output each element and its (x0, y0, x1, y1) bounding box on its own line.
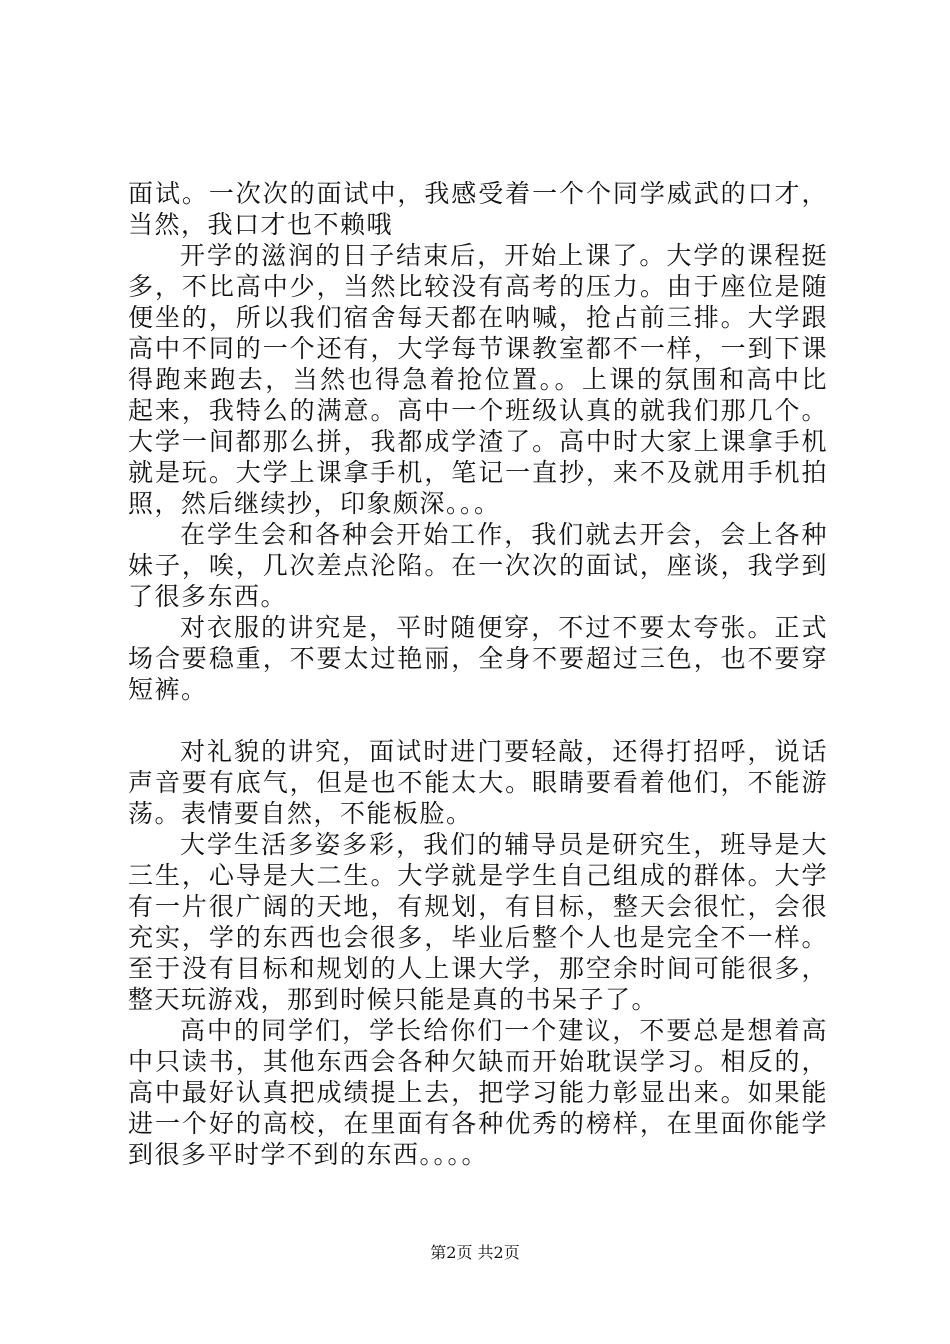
paragraph-1: 面试。一次次的面试中，我感受着一个个同学威武的口才，当然，我口才也不赖哦 (128, 179, 828, 239)
page-footer: 第2页 共2页 (430, 1243, 520, 1262)
document-body (128, 178, 828, 1170)
paragraph-7: 高中的同学们，学长给你们一个建议，不要总是想着高中只读书，其他东西会各种欠缺而开始耽误学习。相反的，高中最好认真把成绩提上去，把学习能力彰显出来。如果能进一个好的高校，在里面有各种优秀的榜样，在里面你能学到很多平时学不到的东西。。。。 (128, 1016, 828, 1169)
paragraph-5: 对礼貌的讲究，面试时进门要轻敲，还得打招呼，说话声音要有底气，但是也不能太大。眼睛要看着他们，不能游荡。表情要自然，不能板脸。 (128, 737, 828, 828)
paragraph-4: 对衣服的讲究是，平时随便穿，不过不要太夸张。正式场合要稳重，不要太过艳丽，全身不要超过三色，也不要穿短裤。 (128, 613, 828, 704)
paragraph-2: 开学的滋润的日子结束后，开始上课了。大学的课程挺多，不比高中少，当然比较没有高考的压力。由于座位是随便坐的，所以我们宿舍每天都在呐喊，抢占前三排。大学跟高中不同的一个还有，大学每节课教室都不一样，一到下课得跑来跑去，当然也得急着抢位置。。上课的氛围和高中比起来，我特么的满意。高中一个班级认真的就我们那几个。大学一间都那么拼，我都成学渣了。高中时大家上课拿手机就是玩。大学上课拿手机，笔记一直抄，来不及就用手机拍照，然后继续抄，印象颇深。。。 (128, 241, 828, 518)
paragraph-3: 在学生会和各种会开始工作，我们就去开会，会上各种妹子，唉，几次差点沦陷。在一次次的面试，座谈，我学到了很多东西。 (128, 520, 828, 611)
paragraph-6: 大学生活多姿多彩，我们的辅导员是研究生，班导是大三生，心导是大二生。大学就是学生自己组成的群体。大学有一片很广阔的天地，有规划，有目标，整天会很忙，会很充实，学的东西也会很多，毕业后整个人也是完全不一样。至于没有目标和规划的人上课大学，那空余时间可能很多，整天玩游戏，那到时候只能是真的书呆子了。 (128, 830, 828, 1014)
